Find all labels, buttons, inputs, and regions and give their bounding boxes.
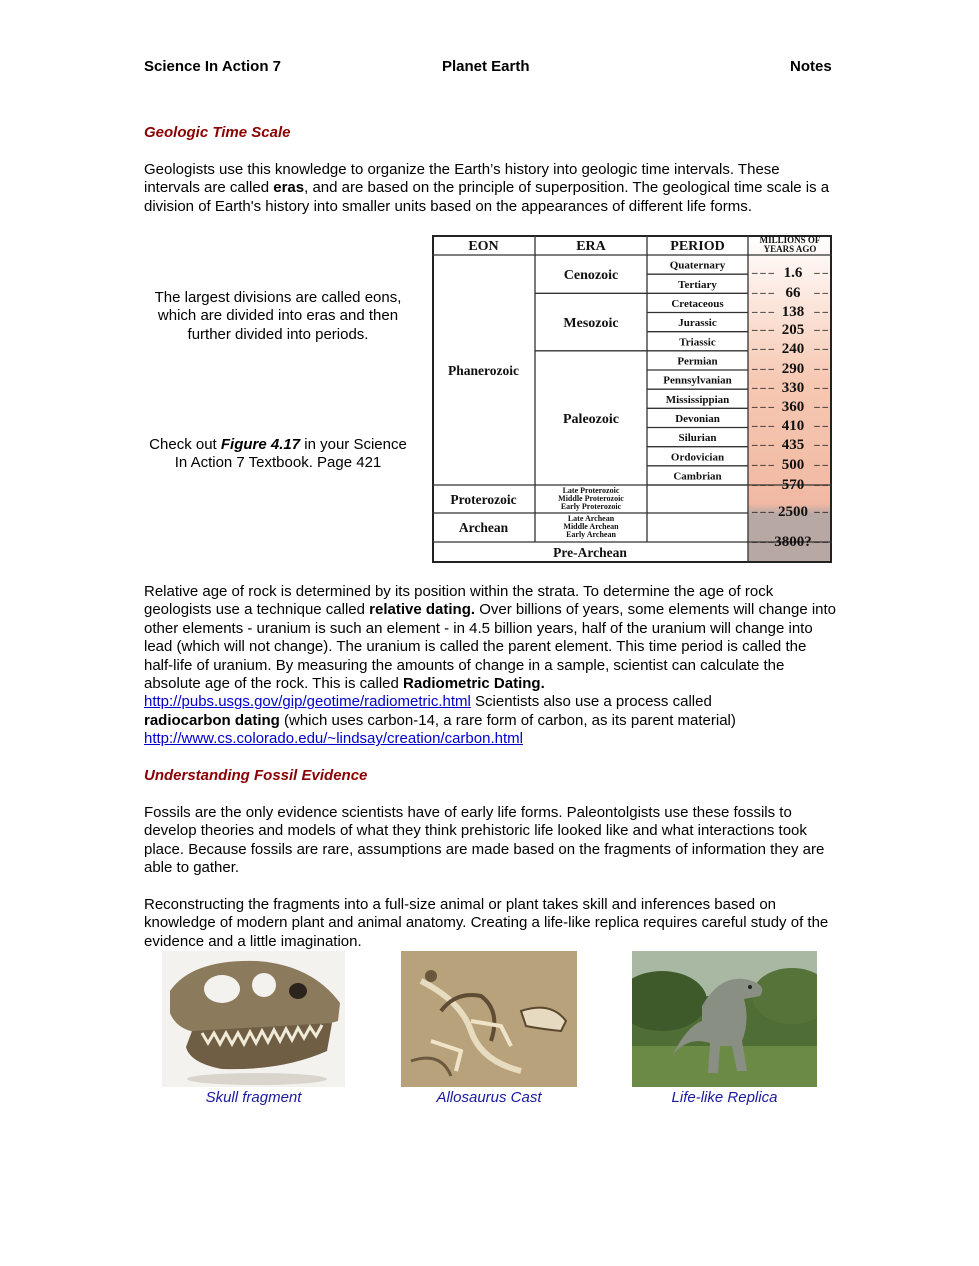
era-archean-sub: Early Archean [566, 530, 616, 539]
age-205: 205 [781, 322, 805, 338]
age-138: 138 [781, 304, 805, 320]
paragraph-relative-dating: Relative age of rock is determined by its position within the strata. To determine the age of rock geologists use a technique called relative dating. Over billions of years, some elements will change into other elements - uranium is such an element - in 4.5 billion years, half of the uranium will change into lead (which will not change). The uranium is called the parent element. This time period is called the half-life of uranium. By measuring the amounts of change in a sample, scientist can calculate the absolute age of the rock. This is called Radiometric Dating. http://pubs.usgs.gov/gip/geotime/radiometric.html Scientists also use a process called radiocarbon dating (which uses carbon-14, a rare form of carbon, as its parent material) http://www.cs.colorado.edu/~lindsay/creation/carbon.html [144, 583, 837, 748]
link-carbon[interactable]: http://www.cs.colorado.edu/~lindsay/creation/carbon.html [144, 730, 523, 748]
age-dash-left: – – – [752, 479, 774, 491]
age-2500: 2500 [778, 504, 808, 520]
era-paleozoic: Paleozoic [563, 411, 619, 427]
paragraph-fossils: Fossils are the only evidence scientists have of early life forms. Paleontolgists use these fossils to develop theories and models of what they think prehistoric life looked like and what interactions took place. Because fossils are rare, assumptions are made based on the fragments of information they are able to gather. [144, 804, 825, 877]
skull-fragment-image [162, 951, 345, 1087]
era-cenozoic: Cenozoic [563, 268, 619, 284]
age-dash-left: – – – [752, 324, 774, 336]
period-silurian: Silurian [678, 432, 717, 445]
age-240: 240 [781, 341, 805, 357]
age-dash-right: – – [814, 401, 828, 413]
age-dash-left: – – – [752, 382, 774, 394]
period-devonian: Devonian [675, 412, 720, 425]
paragraph-reconstruction: Reconstructing the fragments into a full-size animal or plant takes skill and inferences based on knowledge of modern plant and animal anatomy. Creating a life-like replica requires careful study of the evidence and a little imagination. [144, 896, 829, 950]
section-title-geologic-time-scale: Geologic Time Scale [144, 124, 291, 141]
header-eon: EON [468, 239, 499, 254]
note-figure-reference: Check out Figure 4.17 in your Science In Action 7 Textbook. Page 421 [149, 436, 407, 472]
age-dash-left: – – – [752, 536, 774, 548]
paragraph-geologic-intro: Geologists use this knowledge to organize the Earth’s history into geologic time intervals. These intervals are called eras, and are based on the principle of superposition. The geological time scale is a division of Earth's history into smaller units based on the appearances of different life forms. [144, 161, 830, 215]
age-dash-left: – – – [752, 267, 774, 279]
caption-allosaurus-cast: Allosaurus Cast [436, 1089, 542, 1106]
era-proterozoic-sub: Early Proterozoic [560, 502, 622, 511]
age-dash-left: – – – [752, 439, 774, 451]
header-notes: Notes [790, 58, 832, 75]
age-435: 435 [781, 437, 805, 453]
period-pennsylvanian: Pennsylvanian [663, 374, 732, 387]
age-dash-left: – – – [752, 306, 774, 318]
age-500: 500 [781, 457, 805, 473]
age-dash-right: – – [814, 306, 828, 318]
age-dash-right: – – [814, 536, 828, 548]
period-triassic: Triassic [679, 336, 716, 349]
period-permian: Permian [677, 355, 718, 368]
era-mesozoic: Mesozoic [563, 316, 619, 332]
age-dash-right: – – [814, 382, 828, 394]
era-archean-sub: Middle Archean [563, 522, 619, 531]
caption-life-like-replica: Life-like Replica [671, 1089, 778, 1106]
age-290: 290 [781, 361, 805, 377]
header-course: Science In Action 7 [144, 58, 281, 75]
age-dash-right: – – [814, 420, 828, 432]
life-like-replica-image [632, 951, 817, 1087]
period-jurassic: Jurassic [678, 317, 717, 330]
eon-pre-archean: Pre-Archean [553, 545, 627, 560]
era-proterozoic-sub: Late Proterozoic [562, 486, 620, 495]
period-cretaceous: Cretaceous [671, 297, 724, 310]
caption-skull-fragment: Skull fragment [205, 1089, 302, 1106]
link-radiometric[interactable]: http://pubs.usgs.gov/gip/geotime/radiometric.html [144, 693, 471, 711]
age-dash-right: – – [814, 324, 828, 336]
header-period: PERIOD [670, 239, 725, 254]
age-330: 330 [781, 380, 805, 396]
age-dash-left: – – – [752, 287, 774, 299]
age-dash-right: – – [814, 287, 828, 299]
header-years-ago: YEARS AGO [763, 244, 817, 254]
age-dash-left: – – – [752, 459, 774, 471]
header-unit: Planet Earth [442, 58, 530, 75]
age-dash-left: – – – [752, 401, 774, 413]
period-quaternary: Quaternary [669, 259, 726, 272]
age-dash-left: – – – [752, 506, 774, 518]
age-dash-left: – – – [752, 363, 774, 375]
period-tertiary: Tertiary [678, 278, 717, 291]
section-title-fossil-evidence: Understanding Fossil Evidence [144, 767, 368, 784]
age-dash-right: – – [814, 439, 828, 451]
age-dash-right: – – [814, 267, 828, 279]
age-570: 570 [781, 477, 805, 493]
age-360: 360 [781, 399, 805, 415]
eon-archean: Archean [458, 520, 509, 535]
age-3800q: 3800? [774, 534, 812, 550]
eon-proterozoic: Proterozoic [450, 492, 517, 507]
note-eons: The largest divisions are called eons, which are divided into eras and then further divided into periods. [154, 289, 402, 343]
header-era: ERA [576, 239, 606, 254]
age-66: 66 [785, 285, 801, 301]
age-dash-right: – – [814, 363, 828, 375]
eon-phanerozoic: Phanerozoic [448, 363, 519, 378]
allosaurus-cast-image [401, 951, 577, 1087]
age-dash-left: – – – [752, 420, 774, 432]
age-dash-right: – – [814, 479, 828, 491]
era-archean-sub: Late Archean [567, 514, 615, 523]
age-dash-left: – – – [752, 343, 774, 355]
age-dash-right: – – [814, 506, 828, 518]
period-mississippian: Mississippian [665, 393, 730, 406]
header-millions: MILLIONS OF [759, 235, 821, 245]
age-dash-right: – – [814, 343, 828, 355]
period-ordovician: Ordovician [670, 451, 725, 464]
geologic-time-table [432, 235, 832, 563]
period-cambrian: Cambrian [673, 470, 722, 483]
age-410: 410 [781, 418, 805, 434]
age-1.6: 1.6 [783, 265, 803, 281]
era-proterozoic-sub: Middle Proterozoic [558, 494, 624, 503]
age-dash-right: – – [814, 459, 828, 471]
